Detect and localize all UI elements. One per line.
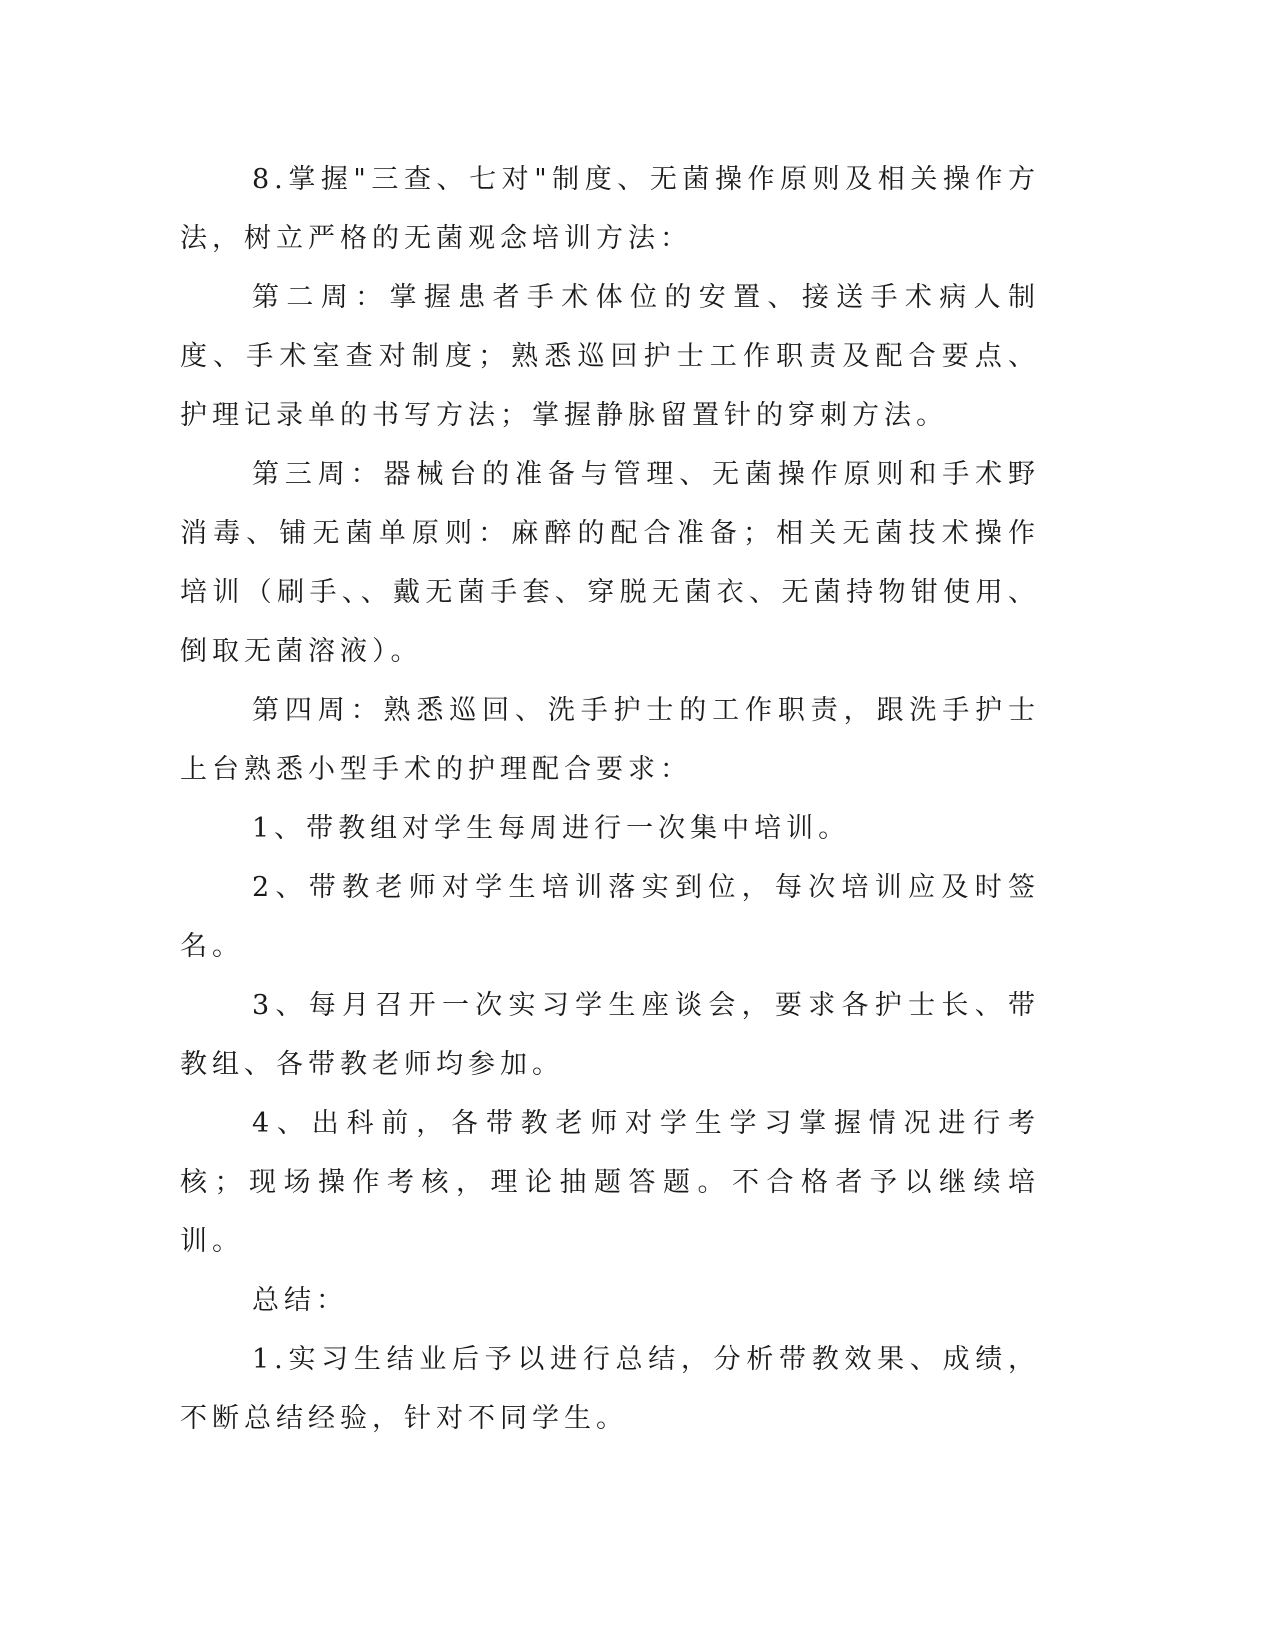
- summary-item-1: 1.实习生结业后予以进行总结，分析带教效果、成绩，不断总结经验，针对不同学生。: [180, 1344, 1040, 1434]
- paragraph-sterile-principles: 8.掌握"三查、七对"制度、无菌操作原则及相关操作方法，树立严格的无菌观念培训方法：: [180, 164, 1040, 254]
- summary-heading: 总结：: [252, 1285, 348, 1316]
- list-item-4: 4、出科前，各带教老师对学生学习掌握情况进行考核；现场操作考核，理论抽题答题。不合格者予以继续培训。: [180, 1108, 1040, 1257]
- list-item-3: 3、每月召开一次实习学生座谈会，要求各护士长、带教组、各带教老师均参加。: [180, 990, 1040, 1080]
- paragraph-week-three: 第三周：器械台的准备与管理、无菌操作原则和手术野消毒、铺无菌单原则：麻醉的配合准备；相关无菌技术操作培训（刷手、、戴无菌手套、穿脱无菌衣、无菌持物钳使用、倒取无菌溶液）。: [180, 459, 1040, 667]
- document-body: [180, 150, 1040, 1448]
- paragraph-week-two: 第二周：掌握患者手术体位的安置、接送手术病人制度、手术室查对制度；熟悉巡回护士工作职责及配合要点、护理记录单的书写方法；掌握静脉留置针的穿刺方法。: [180, 282, 1040, 431]
- paragraph-week-four: 第四周：熟悉巡回、洗手护士的工作职责，跟洗手护士上台熟悉小型手术的护理配合要求：: [180, 695, 1040, 785]
- list-item-2: 2、带教老师对学生培训落实到位，每次培训应及时签名。: [180, 872, 1040, 962]
- list-item-1: 1、带教组对学生每周进行一次集中培训。: [252, 813, 851, 844]
